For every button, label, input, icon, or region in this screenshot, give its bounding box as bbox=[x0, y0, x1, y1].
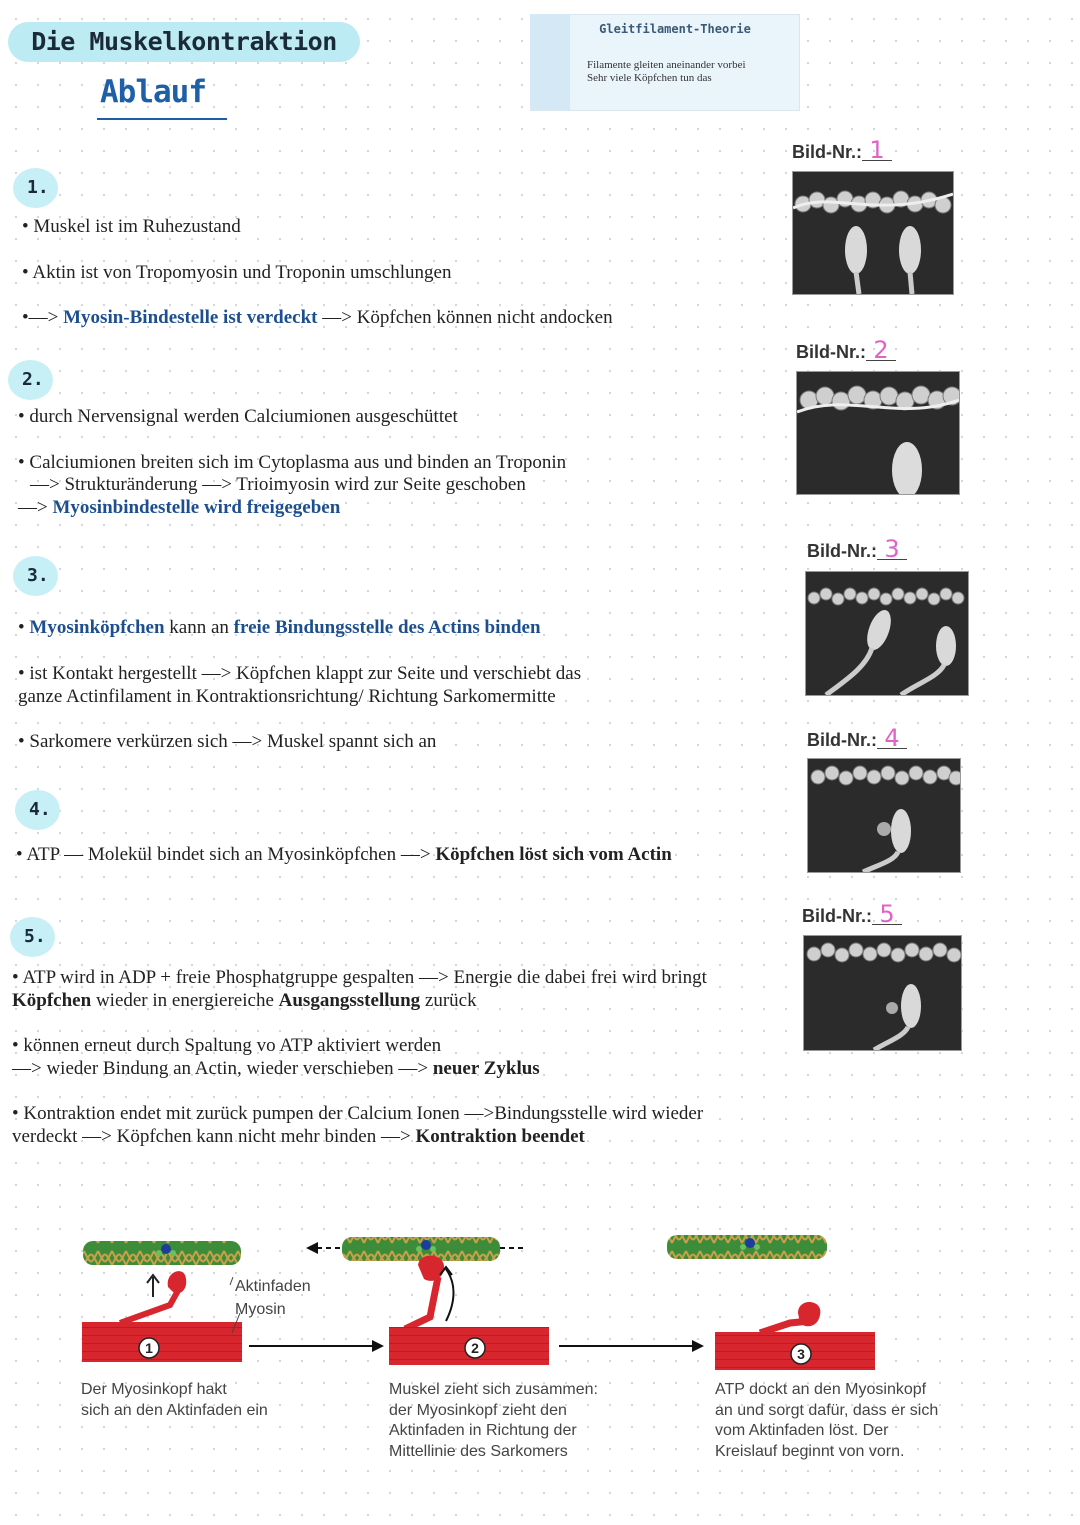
micrograph-image-3 bbox=[805, 571, 969, 696]
panel-3-actin bbox=[667, 1235, 827, 1259]
step-5-bullet-3-line-2: verdeckt —> Köpfchen kann nicht mehr binden —> Kontraktion beendet bbox=[12, 1126, 585, 1147]
step-5-bullet-1: • ATP wird in ADP + freie Phosphatgruppe gespalten —> Energie die dabei frei wird bringt bbox=[12, 967, 707, 988]
panel-1-muscle-fiber bbox=[82, 1322, 242, 1362]
bild-label-1: Bild-Nr.: 1 bbox=[792, 140, 892, 163]
note-line-1: Filamente gleiten aneinander vorbei bbox=[587, 59, 746, 71]
panel-1-actin bbox=[83, 1241, 241, 1265]
panel-2-pull-arrow bbox=[440, 1267, 454, 1321]
step-2-bullet-1: • durch Nervensignal werden Calciumionen ausgeschüttet bbox=[18, 406, 458, 427]
step-4-bullet-1: • ATP — Molekül bindet sich an Myosinköpfchen —> Köpfchen löst sich vom Actin bbox=[16, 844, 672, 865]
micrograph-image-2 bbox=[796, 371, 960, 495]
label-actin: Aktinfaden bbox=[235, 1278, 311, 1295]
panel-1-number-badge bbox=[139, 1338, 159, 1358]
cross-bridge-cycle-diagram bbox=[0, 1225, 1080, 1385]
note-box-strip bbox=[530, 14, 570, 110]
bild-number-5: 5 bbox=[872, 904, 902, 925]
bild-number-1: 1 bbox=[862, 140, 892, 161]
step-5-bullet-3: • Kontraktion endet mit zurück pumpen der Calcium Ionen —>Bindungsstelle wird wieder bbox=[12, 1103, 704, 1124]
step-4-number: 4. bbox=[15, 790, 60, 830]
page-title: Die Muskelkontraktion bbox=[8, 22, 360, 62]
caption-panel-1: Der Myosinkopf hakt sich an den Aktinfaden ein bbox=[81, 1381, 268, 1419]
step-2-bullet-2-line-2: —> Strukturänderung —> Trioimyosin wird zur Seite geschoben bbox=[30, 474, 526, 495]
step-3-bullet-3: • Sarkomere verkürzen sich —> Muskel spannt sich an bbox=[18, 731, 437, 752]
bild-number-3: 3 bbox=[877, 539, 907, 560]
panel-2-actin bbox=[342, 1237, 500, 1261]
step-5-bullet-1-line-2: Köpfchen wieder in energiereiche Ausgangsstellung zurück bbox=[12, 990, 477, 1011]
panel-2-myosin bbox=[405, 1256, 444, 1329]
bild-label-4: Bild-Nr.: 4 bbox=[807, 728, 907, 751]
panel-2-number: 2 bbox=[471, 1340, 479, 1356]
note-text bbox=[587, 59, 746, 85]
micrograph-image-1 bbox=[792, 171, 954, 295]
step-2-bullet-2: • Calciumionen breiten sich im Cytoplasma aus und binden an Troponin bbox=[18, 452, 567, 473]
step-1-number: 1. bbox=[13, 168, 58, 208]
bild-label-5: Bild-Nr.: 5 bbox=[802, 904, 902, 927]
micrograph-image-5 bbox=[803, 935, 962, 1051]
step-3-number: 3. bbox=[13, 556, 58, 596]
section-subtitle: Ablauf bbox=[100, 74, 206, 110]
caption-panel-2: Muskel zieht sich zusammen: der Myosinkopf zieht den Aktinfaden in Richtung der Mittellinie des Sarkomers bbox=[389, 1381, 598, 1460]
step-3-bullet-2: • ist Kontakt hergestellt —> Köpfchen klappt zur Seite und verschiebt das bbox=[18, 663, 582, 684]
step-5-bullet-2-line-2: —> wieder Bindung an Actin, wieder verschieben —> neuer Zyklus bbox=[12, 1058, 540, 1079]
bild-label-3: Bild-Nr.: 3 bbox=[807, 539, 907, 562]
step-3-bullet-1: • Myosinköpfchen kann an freie Bindungsstelle des Actins binden bbox=[18, 617, 541, 638]
panel-1-number: 1 bbox=[145, 1340, 153, 1356]
caption-panel-3: ATP dockt an den Myosinkopf an und sorgt dafür, dass er sich vom Aktinfaden löst. Der Kreislauf beginnt von vorn. bbox=[715, 1381, 939, 1460]
label-myosin: Myosin bbox=[235, 1301, 286, 1318]
step-5-bullet-2: • können erneut durch Spaltung vo ATP aktiviert werden bbox=[12, 1035, 442, 1056]
panel-3-number-badge bbox=[791, 1344, 811, 1364]
step-2-bullet-2-line-3: —> Myosinbindestelle wird freigegeben bbox=[18, 497, 341, 518]
subtitle-underline bbox=[97, 118, 227, 120]
step-1-bullet-3: •—> Myosin-Bindestelle ist verdeckt —> Köpfchen können nicht andocken bbox=[22, 307, 613, 328]
bild-number-2: 2 bbox=[866, 340, 896, 361]
step-1-bullet-2: • Aktin ist von Tropomyosin und Troponin umschlungen bbox=[22, 262, 452, 283]
bild-number-4: 4 bbox=[877, 728, 907, 749]
panel-1-arrow-up bbox=[147, 1275, 159, 1297]
step-5-number: 5. bbox=[10, 917, 55, 957]
bild-label-2: Bild-Nr.: 2 bbox=[796, 340, 896, 363]
note-title: Gleitfilament-Theorie bbox=[599, 22, 751, 36]
step-3-bullet-2-line-2: ganze Actinfilament in Kontraktionsrichtung/ Richtung Sarkomermitte bbox=[18, 686, 556, 707]
panel-3-myosin bbox=[760, 1302, 820, 1333]
panel-3-number: 3 bbox=[797, 1346, 805, 1362]
micrograph-image-4 bbox=[807, 758, 961, 873]
note-line-2: Sehr viele Köpfchen tun das bbox=[587, 72, 712, 84]
step-1-bullet-1: • Muskel ist im Ruhezustand bbox=[22, 216, 241, 237]
step-2-number: 2. bbox=[8, 360, 53, 400]
panel-2-number-badge bbox=[465, 1338, 485, 1358]
